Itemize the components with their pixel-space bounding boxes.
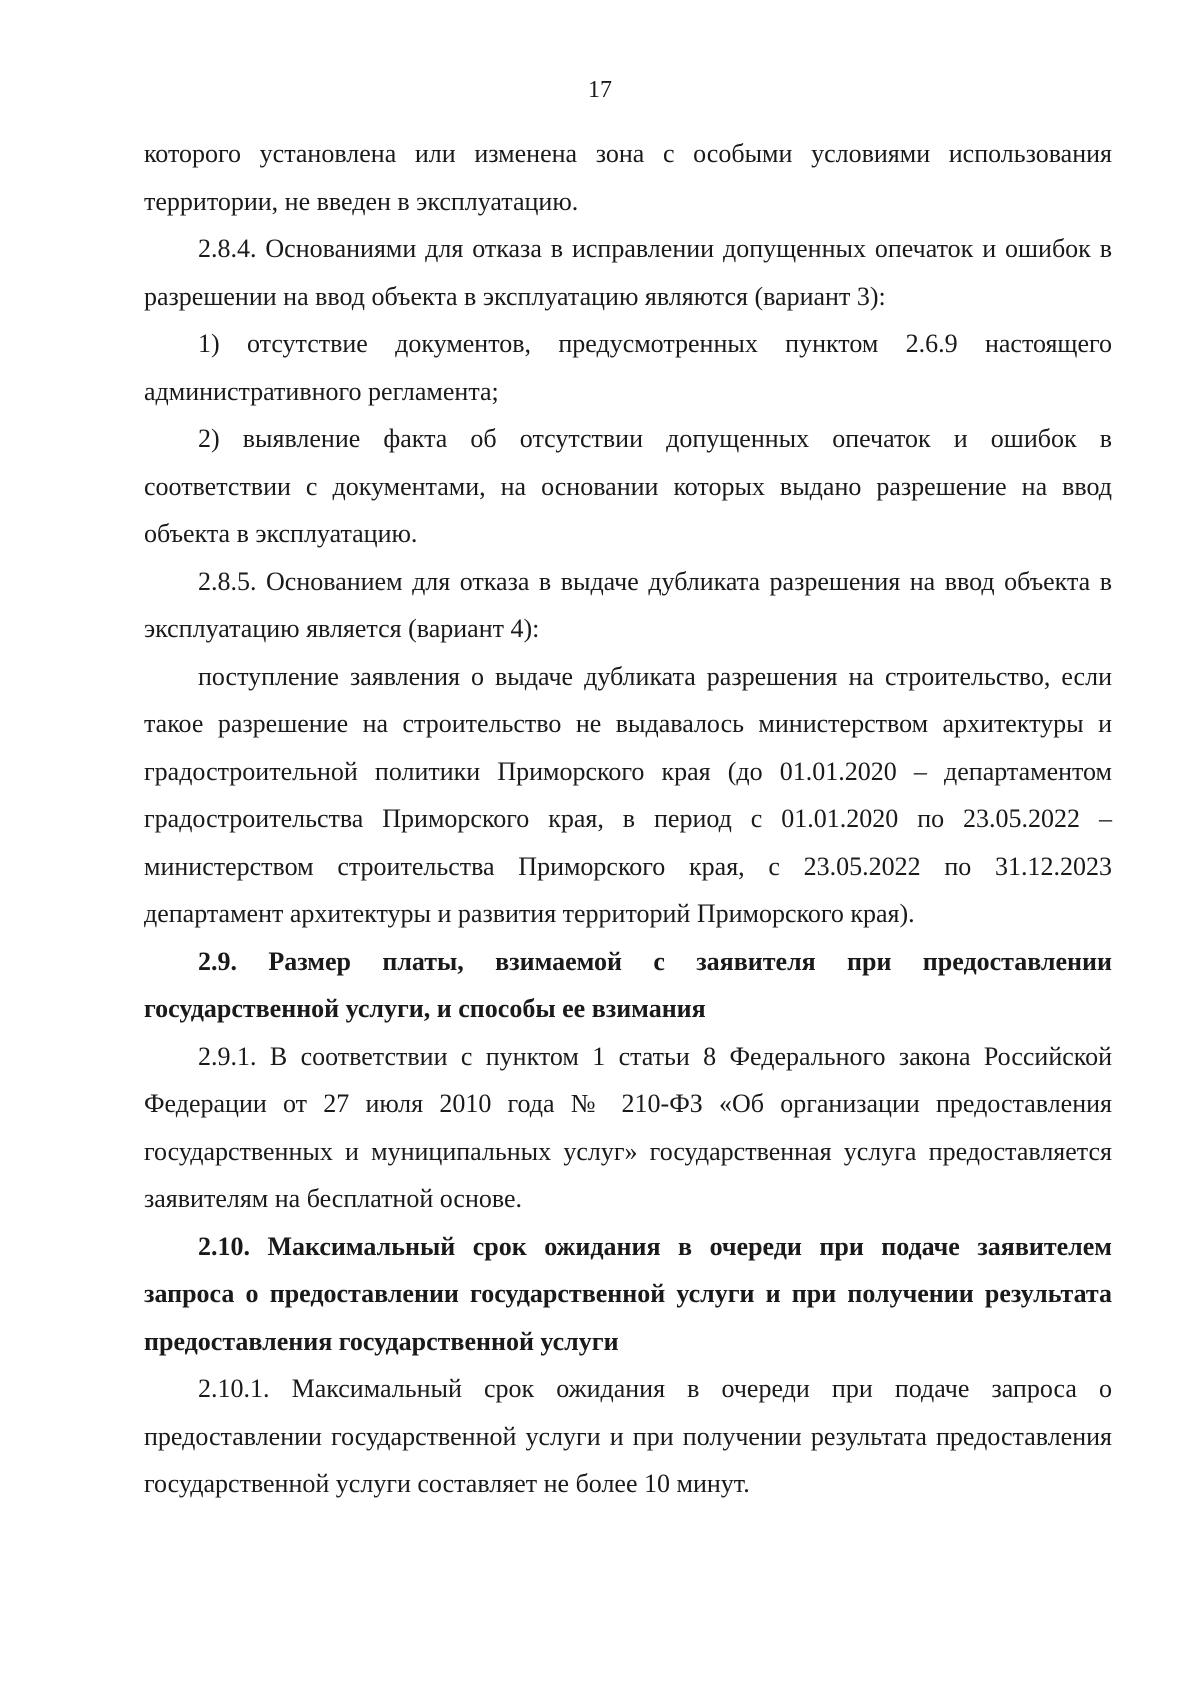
section-heading-2-9: 2.9. Размер платы, взимаемой с заявителя при предоставлении государственной услуги, и способы ее взимания (144, 946, 1112, 1023)
paragraph-zone-continuation: которого установлена или изменена зона с особыми условиями использования территории, не введен в эксплуатацию. (144, 139, 1112, 216)
paragraph-2-8-5: 2.8.5. Основанием для отказа в выдаче дубликата разрешения на ввод объекта в эксплуатацию является (вариант 4): (144, 566, 1112, 643)
document-body (144, 130, 1112, 1508)
paragraph-2-8-4: 2.8.4. Основаниями для отказа в исправлении допущенных опечаток и ошибок в разрешении на ввод объекта в эксплуатацию являются (вариант 3): (144, 234, 1112, 311)
paragraph-2-8-4-item-2: 2) выявление факта об отсутствии допущенных опечаток и ошибок в соответствии с документами, на основании которых выдано разрешение на ввод объекта в эксплуатацию. (144, 424, 1112, 548)
section-heading-2-10: 2.10. Максимальный срок ожидания в очереди при подаче заявителем запроса о предоставлении государственной услуги и при получении результата предоставления государственной услуги (144, 1231, 1112, 1356)
page-number: 17 (588, 77, 612, 103)
paragraph-2-8-5-detail: поступление заявления о выдаче дубликата разрешения на строительство, если такое разрешение на строительство не выдавалось министерством архитектуры и градостроительной политики Приморского края (до 01.01.2020 – департаментом градостроительства Приморского края, в период с 01.01.2020 по 23.05.2022 – министерством строительства Приморского края, с 23.05.2022 по 31.12.2023 департамент архитектуры и развития территорий Приморского края). (144, 661, 1112, 928)
paragraph-2-8-4-item-1: 1) отсутствие документов, предусмотренных пунктом 2.6.9 настоящего административного регламента; (144, 329, 1112, 406)
paragraph-2-10-1: 2.10.1. Максимальный срок ожидания в очереди при подаче запроса о предоставлении государственной услуги и при получении результата предоставления государственной услуги составляет не более 10 минут. (144, 1374, 1112, 1498)
paragraph-2-9-1: 2.9.1. В соответствии с пунктом 1 статьи 8 Федерального закона Российской Федерации от 27 июля 2010 года № 210-ФЗ «Об организации предоставления государственных и муниципальных услуг» государственная услуга предоставляется заявителям на бесплатной основе. (144, 1041, 1112, 1213)
